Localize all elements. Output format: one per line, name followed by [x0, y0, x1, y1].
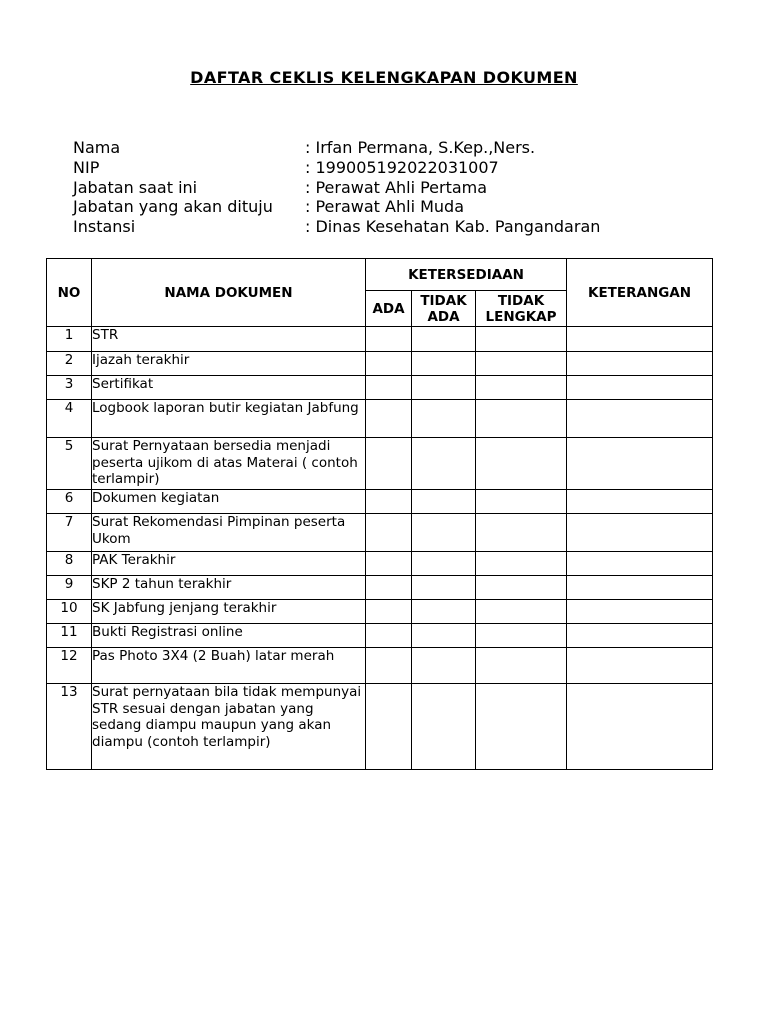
tidak-ada-cell [412, 376, 476, 400]
document-name: Pas Photo 3X4 (2 Buah) latar merah [92, 648, 366, 684]
document-name: Surat pernyataan bila tidak mempunyai STR sesuai dengan jabatan yang sedang diampu maupun yang akan diampu (contoh terlampir) [92, 684, 366, 770]
table-row [47, 327, 713, 352]
keterangan-cell [567, 648, 713, 684]
keterangan-cell [567, 376, 713, 400]
table-row [47, 400, 713, 438]
tidak-lengkap-cell [476, 576, 567, 600]
keterangan-cell [567, 352, 713, 376]
info-row-nama [73, 138, 600, 158]
ada-cell [366, 490, 412, 514]
row-number: 3 [47, 376, 92, 400]
table-row [47, 648, 713, 684]
keterangan-cell [567, 600, 713, 624]
keterangan-cell [567, 400, 713, 438]
table-row [47, 490, 713, 514]
ada-cell [366, 352, 412, 376]
keterangan-cell [567, 327, 713, 352]
row-number: 11 [47, 624, 92, 648]
document-name: Surat Rekomendasi Pimpinan peserta Ukom [92, 514, 366, 552]
row-number: 12 [47, 648, 92, 684]
document-name: SKP 2 tahun terakhir [92, 576, 366, 600]
keterangan-cell [567, 684, 713, 770]
header-tidak-ada: TIDAK ADA [412, 291, 476, 327]
document-name: STR [92, 327, 366, 352]
tidak-ada-cell [412, 684, 476, 770]
info-label: NIP [73, 157, 100, 177]
row-number: 2 [47, 352, 92, 376]
ada-cell [366, 438, 412, 490]
tidak-ada-cell [412, 490, 476, 514]
tidak-ada-cell [412, 514, 476, 552]
tidak-lengkap-cell [476, 352, 567, 376]
ada-cell [366, 684, 412, 770]
table-row [47, 600, 713, 624]
tidak-ada-cell [412, 624, 476, 648]
document-name: Dokumen kegiatan [92, 490, 366, 514]
document-name: PAK Terakhir [92, 552, 366, 576]
tidak-ada-cell [412, 327, 476, 352]
info-value: : 199005192022031007 [305, 157, 499, 177]
info-value: : Perawat Ahli Muda [305, 197, 464, 217]
info-row-jabatan-dituju [73, 197, 600, 217]
ada-cell [366, 376, 412, 400]
document-checklist-table [46, 258, 713, 770]
row-number: 13 [47, 684, 92, 770]
table-header-row [47, 259, 713, 291]
ada-cell [366, 400, 412, 438]
table-row [47, 552, 713, 576]
keterangan-cell [567, 552, 713, 576]
row-number: 7 [47, 514, 92, 552]
info-row-nip [73, 158, 600, 178]
row-number: 8 [47, 552, 92, 576]
info-value: : Dinas Kesehatan Kab. Pangandaran [305, 217, 601, 237]
ada-cell [366, 576, 412, 600]
page-title: DAFTAR CEKLIS KELENGKAPAN DOKUMEN [190, 68, 578, 87]
document-name: Sertifikat [92, 376, 366, 400]
row-number: 4 [47, 400, 92, 438]
tidak-lengkap-cell [476, 600, 567, 624]
row-number: 9 [47, 576, 92, 600]
tidak-ada-cell [412, 552, 476, 576]
tidak-lengkap-cell [476, 490, 567, 514]
row-number: 1 [47, 327, 92, 352]
ada-cell [366, 624, 412, 648]
tidak-lengkap-cell [476, 684, 567, 770]
header-no: NO [47, 259, 92, 327]
table-row [47, 624, 713, 648]
info-label: Instansi [73, 217, 136, 237]
document-name: Bukti Registrasi online [92, 624, 366, 648]
identity-info [73, 138, 600, 237]
tidak-ada-cell [412, 352, 476, 376]
tidak-ada-cell [412, 648, 476, 684]
table-row [47, 514, 713, 552]
tidak-lengkap-cell [476, 438, 567, 490]
tidak-lengkap-cell [476, 552, 567, 576]
tidak-lengkap-cell [476, 514, 567, 552]
ada-cell [366, 552, 412, 576]
tidak-lengkap-cell [476, 648, 567, 684]
header-tidak-lengkap: TIDAK LENGKAP [476, 291, 567, 327]
ada-cell [366, 648, 412, 684]
info-label: Jabatan saat ini [73, 177, 198, 197]
header-ketersediaan: KETERSEDIAAN [366, 259, 567, 291]
info-label: Jabatan yang akan dituju [73, 197, 273, 217]
ada-cell [366, 327, 412, 352]
table-row [47, 376, 713, 400]
tidak-ada-cell [412, 576, 476, 600]
tidak-ada-cell [412, 438, 476, 490]
table-row [47, 684, 713, 770]
document-name: Ijazah terakhir [92, 352, 366, 376]
keterangan-cell [567, 624, 713, 648]
header-nama-dokumen: NAMA DOKUMEN [92, 259, 366, 327]
keterangan-cell [567, 576, 713, 600]
tidak-ada-cell [412, 600, 476, 624]
ada-cell [366, 514, 412, 552]
info-row-instansi [73, 217, 600, 237]
keterangan-cell [567, 438, 713, 490]
header-ada: ADA [366, 291, 412, 327]
document-name: Logbook laporan butir kegiatan Jabfung [92, 400, 366, 438]
header-keterangan: KETERANGAN [567, 259, 713, 327]
tidak-ada-cell [412, 400, 476, 438]
tidak-lengkap-cell [476, 624, 567, 648]
table-row [47, 576, 713, 600]
keterangan-cell [567, 490, 713, 514]
tidak-lengkap-cell [476, 376, 567, 400]
ada-cell [366, 600, 412, 624]
info-label: Nama [73, 138, 121, 157]
row-number: 10 [47, 600, 92, 624]
tidak-lengkap-cell [476, 400, 567, 438]
tidak-lengkap-cell [476, 327, 567, 352]
info-value: : Irfan Permana, S.Kep.,Ners. [305, 138, 536, 157]
row-number: 5 [47, 438, 92, 490]
info-row-jabatan-saat-ini [73, 178, 600, 198]
info-value: : Perawat Ahli Pertama [305, 177, 488, 197]
document-name: Surat Pernyataan bersedia menjadi peserta ujikom di atas Materai ( contoh terlampir) [92, 438, 366, 490]
table-row [47, 438, 713, 490]
table-row [47, 352, 713, 376]
keterangan-cell [567, 514, 713, 552]
row-number: 6 [47, 490, 92, 514]
document-name: SK Jabfung jenjang terakhir [92, 600, 366, 624]
